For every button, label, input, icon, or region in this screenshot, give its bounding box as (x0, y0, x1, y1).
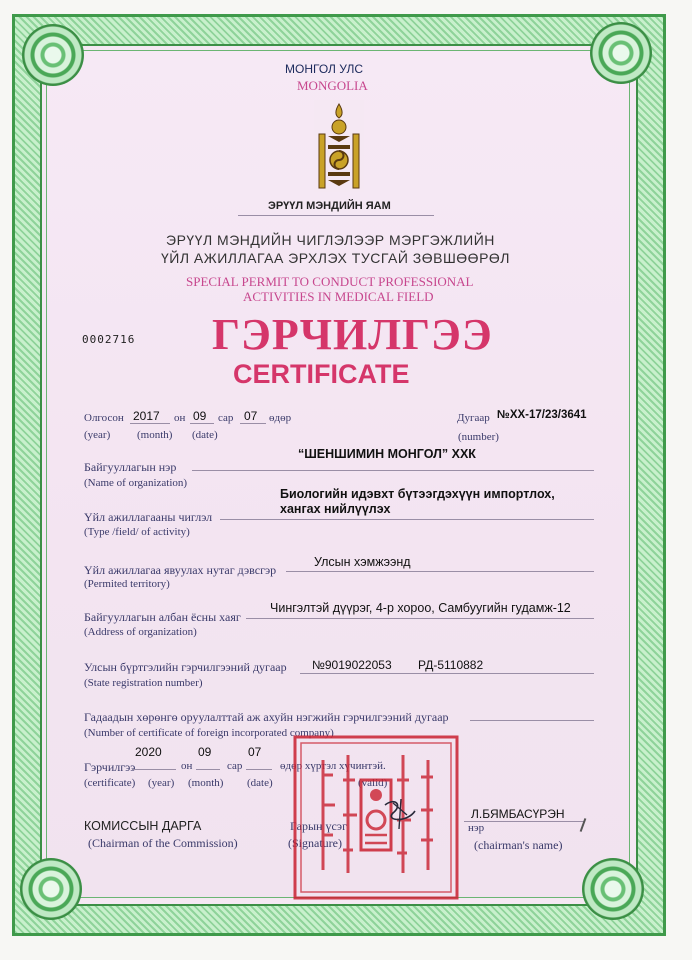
valid-day-line (246, 769, 272, 770)
valid-en-month: (month) (188, 777, 224, 789)
reg-value-2: РД-5110882 (418, 658, 484, 672)
org-value: “ШЕНШИМИН МОНГОЛ” ХХК (298, 447, 476, 461)
title-en-line2: ACTIVITIES IN MEDICAL FIELD (243, 289, 434, 304)
issued-en-year: (year) (84, 429, 111, 441)
issued-en-month: (month) (137, 429, 173, 441)
activity-value-1: Биологийн идэвхт бүтээгдэхүүн импортлох, (280, 487, 555, 501)
valid-month-line (196, 769, 220, 770)
issued-sar: сар (218, 412, 234, 424)
address-en: (Address of organization) (84, 626, 197, 638)
title-mn-line2: ҮЙЛ АЖИЛЛАГАА ЭРХЛЭХ ТУСГАЙ ЗӨВШӨӨРӨЛ (161, 250, 510, 266)
territory-value: Улсын хэмжээнд (314, 555, 411, 569)
territory-en: (Permited territory) (84, 578, 170, 590)
corner-rosette-icon (20, 858, 82, 920)
activity-value-2: хангах нийлүүлэх (280, 502, 391, 516)
reg-line (300, 673, 594, 674)
foreign-label: Гадаадын хөрөнгө оруулалттай аж ахуйн нэгжийн гэрчилгээний дугаар (84, 710, 449, 724)
address-value: Чингэлтэй дүүрэг, 4-р хороо, Самбуугийн гудамж-12 (270, 601, 571, 615)
foreign-line (470, 720, 594, 721)
chairman-name-value: Л.БЯМБАСҮРЭН (471, 807, 565, 821)
issued-day: 07 (244, 409, 258, 423)
issued-year-line (130, 423, 170, 424)
issued-year: 2017 (133, 409, 160, 423)
ministry-name: ЭРҮҮЛ МЭНДИЙН ЯАМ (268, 200, 391, 212)
chairman-label-mn: КОМИССЫН ДАРГА (84, 819, 202, 833)
valid-en-date: (date) (247, 777, 273, 789)
issued-odor: өдөр (269, 412, 292, 424)
title-en-line1: SPECIAL PERMIT TO CONDUCT PROFESSIONAL (186, 274, 474, 289)
number-label: Дугаар (457, 412, 490, 424)
territory-label: Үйл ажиллагаа явуулах нутаг дэвсгэр (84, 563, 277, 577)
valid-month: 09 (198, 745, 212, 759)
issued-label: Олгосон (84, 412, 124, 424)
issued-day-line (240, 423, 266, 424)
ministry-underline (238, 215, 434, 216)
org-en: (Name of organization) (84, 477, 188, 489)
reg-value-1: №9019022053 (312, 658, 392, 672)
issued-on: он (174, 412, 186, 424)
soyombo-emblem-icon (314, 100, 364, 192)
valid-year-line (132, 769, 176, 770)
chairman-name-en: (chairman's name) (474, 838, 563, 852)
corner-rosette-icon (582, 858, 644, 920)
number-en: (number) (458, 431, 499, 443)
reg-label: Улсын бүртгэлийн гэрчилгээний дугаар (84, 660, 287, 674)
signature-label-mn: Гарын үсэг (290, 819, 347, 833)
serial-number: 0002716 (82, 333, 136, 346)
valid-on: он (181, 760, 193, 772)
valid-label: Гэрчилгээ (84, 760, 136, 774)
territory-line (286, 571, 594, 572)
activity-label: Үйл ажиллагааны чиглэл (84, 510, 213, 524)
certificate-title-en: CERTIFICATE (233, 359, 410, 389)
corner-rosette-icon (22, 24, 84, 86)
org-line (192, 470, 594, 471)
activity-line (220, 519, 594, 520)
country-en: MONGOLIA (297, 78, 368, 93)
issued-month-line (190, 423, 214, 424)
certificate-title-mn: ГЭРЧИЛГЭЭ (212, 310, 493, 359)
issued-en-date: (date) (192, 429, 218, 441)
address-label: Байгууллагын албан ёсны хаяг (84, 610, 241, 624)
reg-en: (State registration number) (84, 677, 203, 689)
corner-rosette-icon (590, 22, 652, 84)
chairman-label-en: (Chairman of the Commission) (88, 836, 238, 850)
valid-year: 2020 (135, 745, 162, 759)
valid-tail: өдөр хүртэл хүчинтэй. (280, 760, 386, 772)
issued-month: 09 (193, 409, 207, 423)
official-seal-icon (293, 735, 459, 900)
country-mn: МОНГОЛ УЛС (285, 62, 363, 76)
valid-en-valid: (valid) (358, 777, 388, 789)
foreign-en: (Number of certificate of foreign incorporated company) (84, 727, 334, 739)
valid-sar: сар (227, 760, 243, 772)
valid-en-cert: (certificate) (84, 777, 136, 789)
number-value: №XX-17/23/3641 (497, 409, 587, 421)
signature-label-en: (Signature) (288, 836, 342, 850)
valid-en-year: (year) (148, 777, 175, 789)
address-line (246, 618, 594, 619)
activity-en: (Type /field/ of activity) (84, 526, 190, 538)
title-mn-line1: ЭРҮҮЛ МЭНДИЙН ЧИГЛЭЛЭЭР МЭРГЭЖЛИЙН (166, 232, 495, 248)
chairman-name-label: нэр (468, 822, 485, 834)
valid-day: 07 (248, 745, 262, 759)
org-label: Байгууллагын нэр (84, 460, 177, 474)
